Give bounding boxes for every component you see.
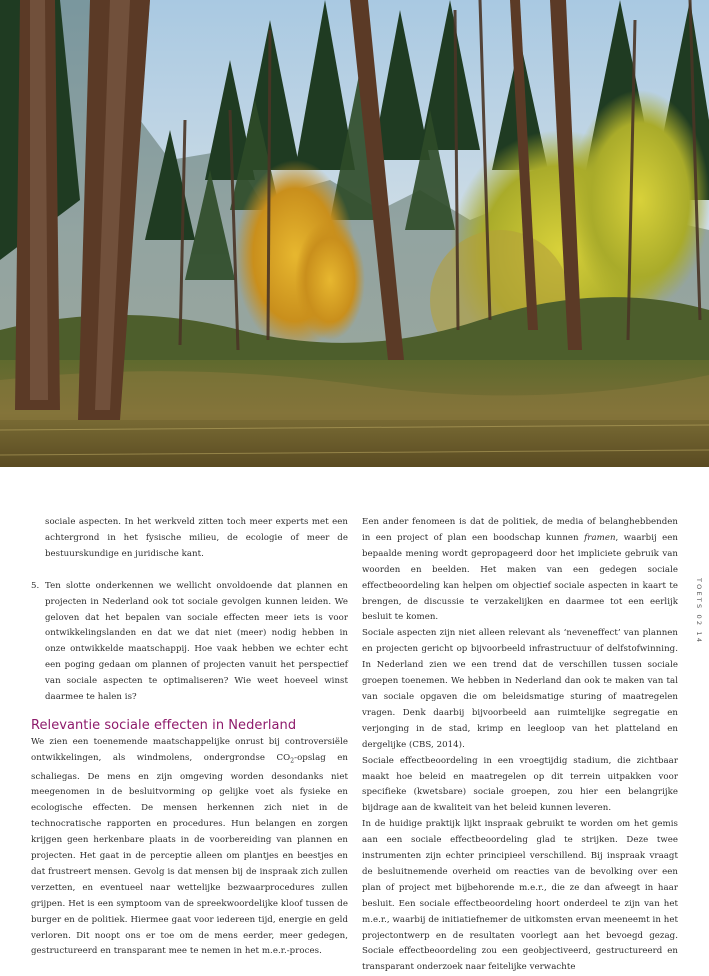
- list-item-5: [31, 579, 348, 706]
- forest-photo: [0, 0, 709, 467]
- right-column: [362, 515, 678, 976]
- body-paragraph: Sociale effectbeoordeling in een vroegtijdig stadium, die zichtbaar maakt hoe beleid en maatregelen op dit terrein uitpakken voor specifieke (kwetsbare) sociale groepen, zou hier een belangrijke bijdrage aan de kwaliteit van het beleid kunnen leveren.: [362, 755, 678, 814]
- body-paragraph: In de huidige praktijk lijkt inspraak gebruikt te worden om het gemis aan een sociale effectbeoordeling glad te strijken. Deze twee instrumenten zijn echter principieel verschillend. Bij inspraak vraagt de besluitnemende overheid om reacties van de bevolking over een plan of project met bijbehorende m.e.r., die ze dan afweegt in haar besluit. Een sociale effectbeoordeling hoort onderdeel te zijn van het m.e.r., waarbij de initiatiefnemer de uitkomsten ervan meeneemt in het projectontwerp en de resultaten voorlegt aan het bevoegd gezag. Sociale effectbeoordeling zou een geobjectiveerd, gestructureerd en transparant onderzoek naar feitelijke verwachte: [362, 819, 678, 973]
- list-item-text: Ten slotte onderkennen we wellicht onvoldoende dat plannen en projecten in Nederland ook tot sociale gevolgen kunnen leiden. We geloven dat het bepalen van sociale effecten meer iets is voor ontwikkelingslanden en dat we dat niet (meer) nodig hebben in onze ontwikkelde maatschappij. Hoe vaak hebben we echter echt een poging gedaan om plannen of projecten vanuit het perspectief van sociale aspecten te optimaliseren? Wie weet hoeveel winst daarmee te halen is?: [45, 580, 348, 703]
- paragraph-text: We zien een toenemende maatschappelijke onrust bij controversiële ontwikkelingen, als windmolens, ondergrondse CO: [31, 736, 348, 763]
- body-paragraph: [31, 735, 348, 960]
- body-paragraph: [362, 515, 678, 626]
- paragraph-text: , waarbij een bepaalde mening wordt gepropageerd door het impliciete gebruik van woorden en beelden. Het maken van een gedegen sociale effectbeoordeling kan helpen om objectief sociale aspecten in kaart te brengen, de discussie te verzakelijken en daarmee tot een eerlijk besluit te komen.: [362, 532, 678, 623]
- list-item-number: 5.: [31, 580, 40, 591]
- journal-issue-label: TOETS 02 14: [695, 578, 703, 645]
- emphasis-text: framen: [584, 532, 616, 543]
- body-paragraph: Sociale aspecten zijn niet alleen relevant als ‘neveneffect’ van plannen en projecten gericht op bijvoorbeeld infrastructuur of delfstofwinning. In Nederland zien we een trend dat de verschillen tussen sociale groepen toenemen. We hebben in Nederland dan ook te maken van tal van sociale opgaven die om beleidsmatige sturing of maatregelen vragen. Denk daarbij bijvoorbeeld aan ruimtelijke segregatie en verjonging in de stad, krimp en leegloop van het platteland en dergelijke (CBS, 2014).: [362, 628, 678, 750]
- paragraph-text: Een ander fenomeen is dat de politiek, de media of belanghebbenden in een project of plan een boodschap kunnen: [362, 517, 678, 543]
- paragraph-text: -opslag en schaliegas. De mens en zijn omgeving worden desondanks niet meegenomen in de besluitvorming op gelijke voet als fysieke en ecologische effecten. De mensen herkennen zich niet in de technocratische rapporten en procedures. Hun belangen en zorgen krijgen geen herkenbare plaats in de voorbereiding van plannen en projecten. Het gaat in de perceptie alleen om plantjes en beestjes en dat frustreert mensen. Gevolg is dat mensen bij de inspraak zich zullen verzetten, en eventueel naar wettelijke bezwaarprocedures zullen grijpen. Het is een symptoom van de spreekwoordelijke kloof tussen de burger en de politiek. Hiermee gaat voor iedereen tijd, energie en geld verloren. Dit noopt ons er toe om de mens eerder, meer gedegen, gestructureerd en transparant mee te nemen in het m.e.r.-proces.: [31, 752, 348, 957]
- left-column: [31, 515, 348, 960]
- subscript-text: 2: [290, 757, 295, 765]
- forest-photo-icon: [0, 0, 709, 467]
- list-item-continuation: sociale aspecten. In het werkveld zitten toch meer experts met een achtergrond in het fysische milieu, de ecologie of meer de bestuurskundige en juridische kant.: [45, 517, 348, 559]
- section-heading: Relevantie sociale effecten in Nederland: [31, 717, 297, 733]
